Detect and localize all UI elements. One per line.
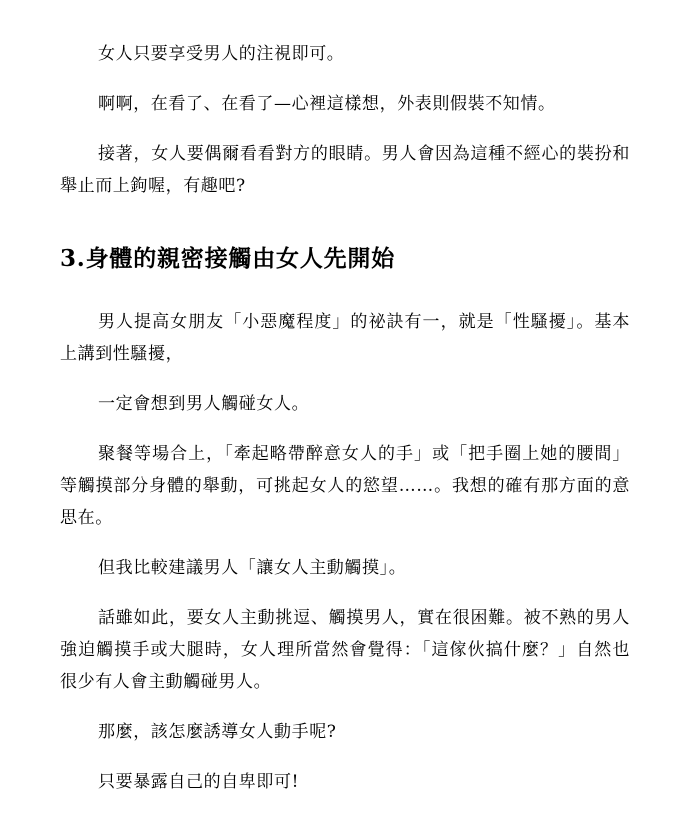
paragraph: 啊啊，在看了、在看了—心裡這樣想，外表則假裝不知情。 <box>98 94 556 114</box>
paragraph: 只要暴露自己的自卑即可! <box>98 772 300 792</box>
paragraph: 女人只要享受男人的注視即可。 <box>98 44 345 64</box>
document-page <box>60 38 630 798</box>
paragraph: 一定會想到男人觸碰女人。 <box>98 394 310 414</box>
paragraph: 聚餐等場合上，「牽起略帶醉意女人的手」或「把手圈上她的腰間」等觸摸部分身體的舉動，可挑起女人的慾望……。我想的確有那方面的意思在。 <box>60 444 630 528</box>
paragraph: 那麼，該怎麼誘導女人動手呢? <box>98 722 337 742</box>
paragraph: 但我比較建議男人「讓女人主動觸摸」。 <box>98 558 407 578</box>
paragraph: 男人提高女朋友「小惡魔程度」的祕訣有一，就是「性騷擾」。基本上講到性騷擾， <box>60 312 630 364</box>
paragraph: 接著，女人要偶爾看看對方的眼睛。男人會因為這種不經心的裝扮和舉止而上鉤喔，有趣吧? <box>60 144 630 196</box>
section-heading: 3.身體的親密接觸由女人先開始 <box>60 245 396 272</box>
paragraph: 話雖如此，要女人主動挑逗、觸摸男人，實在很困難。被不熟的男人強迫觸摸手或大腿時，女人理所當然會覺得：「這傢伙搞什麼？」自然也很少有人會主動觸碰男人。 <box>60 608 630 692</box>
